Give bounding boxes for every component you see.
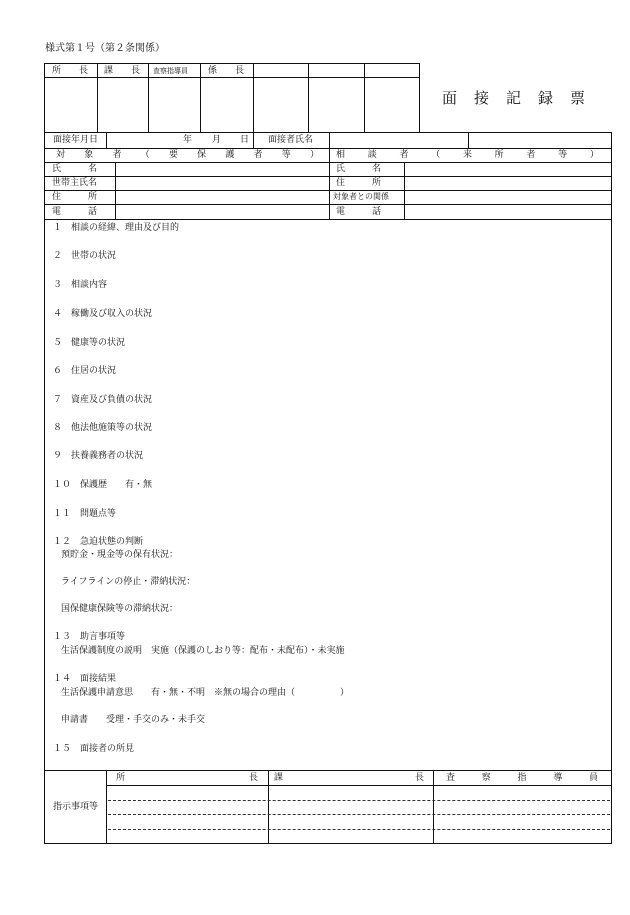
section-11: １１ 問題点等 — [53, 509, 117, 519]
subject-header: 対 象 者 （ 要 保 護 者 等 ） — [56, 150, 319, 160]
section-12: １２ 急迫状態の判断 — [53, 537, 144, 547]
main-frame-right — [611, 132, 612, 844]
instructions-label: 指示事項等 — [53, 802, 99, 812]
section-14-intent: 生活保護申請意思 有・無・不明 ※無の場合の理由（ ） — [61, 688, 350, 698]
left-row-phone: 電 話 — [52, 207, 98, 217]
section-14-application: 申請書 受理・手交のみ・未手交 — [61, 715, 206, 725]
instructions-kacho-header: 課 長 — [274, 773, 424, 783]
right-row-relation: 対象者との関係 — [333, 192, 389, 201]
section-12-savings: 預貯金・現金等の保有状況： — [61, 550, 179, 560]
section-12-lifeline: ライフラインの停止・滞納状況： — [61, 577, 196, 587]
main-frame-top — [44, 132, 612, 133]
section-10: １０ 保護歴 有・無 — [53, 480, 153, 490]
section-2: ２ 世帯の状況 — [53, 251, 117, 261]
section-4: ４ 稼働及び収入の状況 — [53, 309, 153, 319]
approval-label-shocho: 所 長 — [52, 66, 89, 76]
instructions-shocho-header: 所 長 — [116, 773, 258, 783]
form-id: 様式第１号（第２条関係） — [45, 43, 165, 54]
consult-header: 相 談 者 （ 来 所 者 等 ） — [336, 150, 599, 160]
left-row-head: 世帯主氏名 — [52, 178, 98, 188]
right-row-name: 氏 名 — [336, 164, 382, 174]
date-label: 面接年月日 — [53, 135, 99, 145]
date-year: 年 — [183, 135, 193, 145]
section-8: ８ 他法他施策等の状況 — [53, 423, 153, 433]
right-row-phone: 電 話 — [336, 207, 382, 217]
section-1: １ 相談の経緯、理由及び目的 — [53, 223, 180, 233]
interviewer-label: 面接者氏名 — [268, 135, 314, 145]
right-row-address: 住 所 — [336, 178, 382, 188]
section-14: １４ 面接結果 — [53, 674, 117, 684]
approval-label-sasatsu: 査察指導員 — [153, 67, 188, 75]
section-6: ６ 住居の状況 — [53, 366, 117, 376]
section-12-insurance: 国保健康保険等の滞納状況： — [61, 604, 179, 614]
section-3: ３ 相談内容 — [53, 280, 108, 290]
left-row-address: 住 所 — [52, 192, 98, 202]
section-13: １３ 助言事項等 — [53, 632, 126, 642]
section-7: ７ 資産及び負債の状況 — [53, 395, 153, 405]
date-month: 月 — [212, 135, 222, 145]
date-day: 日 — [240, 135, 250, 145]
main-frame-bottom — [44, 843, 612, 844]
section-15: １５ 面接者の所見 — [53, 744, 135, 754]
approval-label-kakaricho: 係 長 — [208, 66, 245, 76]
instructions-sasatsu-header: 査 察 指 導 員 — [446, 773, 598, 783]
document-title: 面 接 記 録 票 — [442, 89, 587, 107]
section-13-explanation: 生活保護制度の説明 実施（保護のしおり等：配布・未配布）・未実施 — [61, 646, 345, 656]
section-5: ５ 健康等の状況 — [53, 338, 126, 348]
left-row-name: 氏 名 — [52, 164, 98, 174]
main-frame-left — [44, 132, 45, 844]
approval-label-kacho: 課 長 — [104, 66, 141, 76]
section-9: ９ 扶養義務者の状況 — [53, 451, 144, 461]
